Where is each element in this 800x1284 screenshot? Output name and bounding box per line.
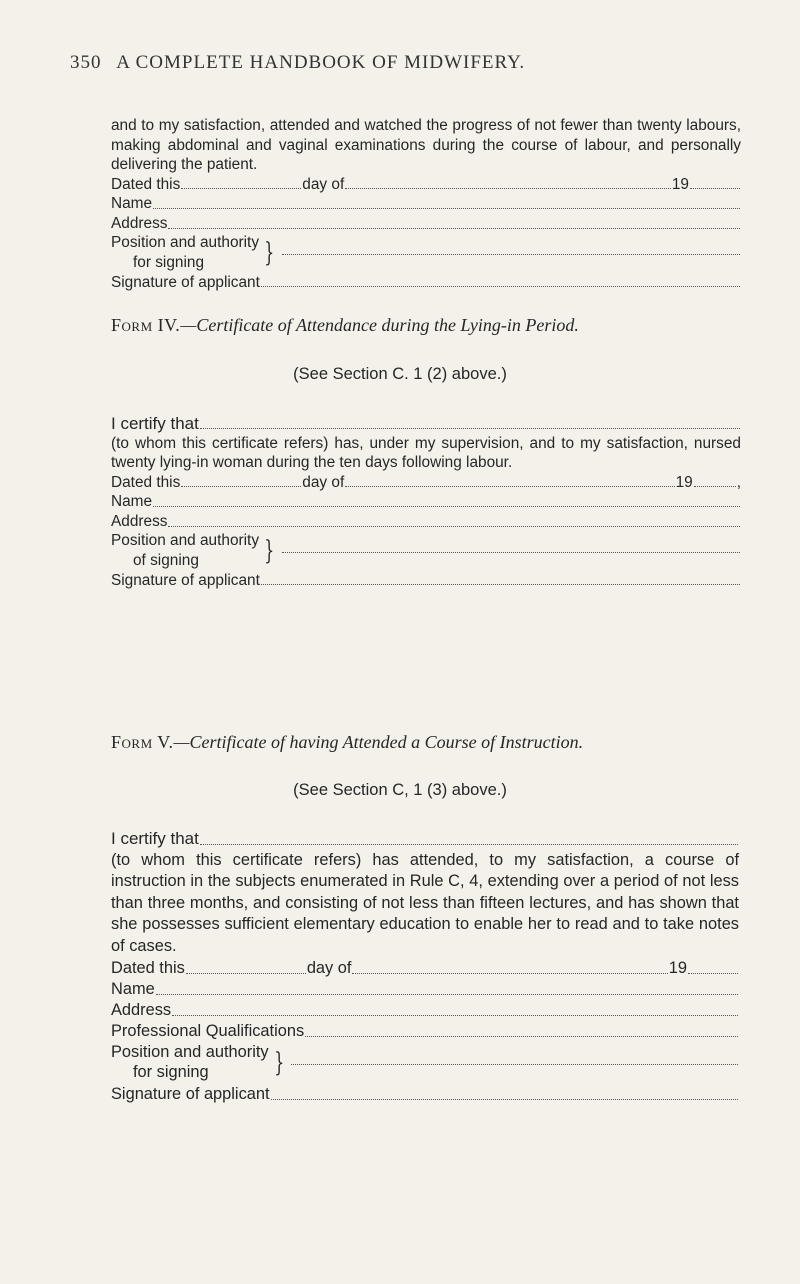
position-blank: [282, 551, 740, 553]
address-line: [111, 512, 741, 532]
certify-label: I certify that: [111, 829, 199, 848]
address-label: Address: [111, 1000, 172, 1019]
month-blank: [345, 485, 674, 487]
previous-form-paragraph: and to my satisfaction, attended and watched the progress of not fewer than twenty labours, making abdominal and vaginal examinations during the course of labour, and personally delivering the patient.: [111, 117, 741, 174]
name-line: [111, 979, 739, 1000]
position-label: Position and authority: [111, 1042, 269, 1061]
name-blank: [153, 505, 740, 507]
signature-line: [111, 273, 741, 293]
form-iv-label: Form IV.: [111, 315, 181, 335]
position-label: Position and authority: [111, 234, 260, 252]
year-blank: [688, 972, 738, 974]
form-iv-block: [111, 414, 741, 590]
form-iv-title: [111, 315, 741, 336]
day-of-label: day of: [302, 473, 345, 491]
name-line: [111, 492, 741, 512]
certify-line: [111, 414, 741, 434]
year-label: 19: [668, 958, 687, 977]
position-blank: [291, 1063, 738, 1065]
form-iv-see-section: (See Section C. 1 (2) above.): [293, 365, 507, 383]
year-label: 19: [671, 175, 689, 193]
form-v-see-section: (See Section C, 1 (3) above.): [293, 781, 507, 799]
dated-label: Dated this: [111, 175, 181, 193]
position-line: [111, 532, 741, 571]
position-blank: [282, 253, 740, 255]
certify-label: I certify that: [111, 414, 199, 433]
month-blank: [352, 972, 667, 974]
signature-label: Signature of applicant: [111, 273, 260, 291]
name-label: Name: [111, 979, 155, 998]
form-v-label: Form V.: [111, 732, 174, 752]
name-line: [111, 194, 741, 214]
signing-label: for signing: [133, 1062, 209, 1081]
qualifications-label: Professional Qualifications: [111, 1021, 305, 1040]
certify-blank: [200, 427, 740, 429]
certify-blank: [200, 843, 738, 845]
signing-label: for signing: [133, 254, 205, 272]
day-blank: [186, 972, 306, 974]
dated-label: Dated this: [111, 958, 185, 977]
signature-label: Signature of applicant: [111, 571, 260, 589]
signature-blank: [261, 583, 740, 585]
year-label: 19: [675, 473, 693, 491]
address-line: [111, 214, 741, 234]
certify-line: [111, 828, 739, 850]
day-of-label: day of: [302, 175, 345, 193]
year-comma: ,: [736, 473, 741, 491]
address-blank: [168, 227, 740, 229]
address-blank: [168, 525, 740, 527]
address-label: Address: [111, 512, 168, 530]
day-of-label: day of: [306, 958, 352, 977]
signature-blank: [261, 285, 740, 287]
page-number: 350: [70, 52, 102, 73]
brace: }: [264, 238, 275, 269]
address-label: Address: [111, 214, 168, 232]
previous-form-block: [111, 116, 741, 292]
signature-line: [111, 571, 741, 591]
signature-line: [111, 1084, 739, 1105]
signature-label: Signature of applicant: [111, 1084, 270, 1103]
day-blank: [181, 485, 301, 487]
position-line: [111, 234, 741, 273]
month-blank: [345, 187, 671, 189]
form-iv-heading: —Certificate of Attendance during the Lying-in Period.: [180, 315, 579, 335]
form-v-block: [111, 828, 739, 1105]
day-blank: [181, 187, 301, 189]
form-v-heading: —Certificate of having Attended a Course of Instruction.: [173, 732, 584, 752]
running-header: [70, 52, 730, 74]
form-v-title: [111, 732, 741, 753]
signing-label: of signing: [133, 552, 199, 570]
dated-label: Dated this: [111, 473, 181, 491]
address-line: [111, 1000, 739, 1021]
position-label: Position and authority: [111, 532, 260, 550]
name-blank: [156, 993, 738, 995]
name-label: Name: [111, 493, 153, 511]
name-blank: [153, 207, 740, 209]
form-v-paragraph: (to whom this certificate refers) has attended, to my satisfaction, a course of instruction in the subjects enumerated in Rule C, 4, extending over a period of not less than three months, and consisting of not less than fifteen lectures, and has shown that she possesses sufficient elementary education to enable her to read and to take notes of cases.: [111, 850, 739, 955]
brace: }: [273, 1047, 284, 1078]
position-line: [111, 1042, 739, 1084]
dated-line: [111, 473, 741, 493]
year-blank: [690, 187, 740, 189]
qualifications-blank: [305, 1035, 738, 1037]
form-iv-paragraph: (to whom this certificate refers) has, under my supervision, and to my satisfaction, nursed twenty lying-in woman during the ten days following labour.: [111, 434, 741, 472]
dated-line: [111, 175, 741, 195]
dated-line: [111, 958, 739, 979]
running-title: A COMPLETE HANDBOOK OF MIDWIFERY.: [116, 52, 526, 73]
qualifications-line: [111, 1021, 739, 1042]
brace: }: [264, 536, 275, 567]
signature-blank: [271, 1098, 738, 1100]
year-blank: [694, 485, 736, 487]
address-blank: [172, 1014, 738, 1016]
name-label: Name: [111, 195, 153, 213]
